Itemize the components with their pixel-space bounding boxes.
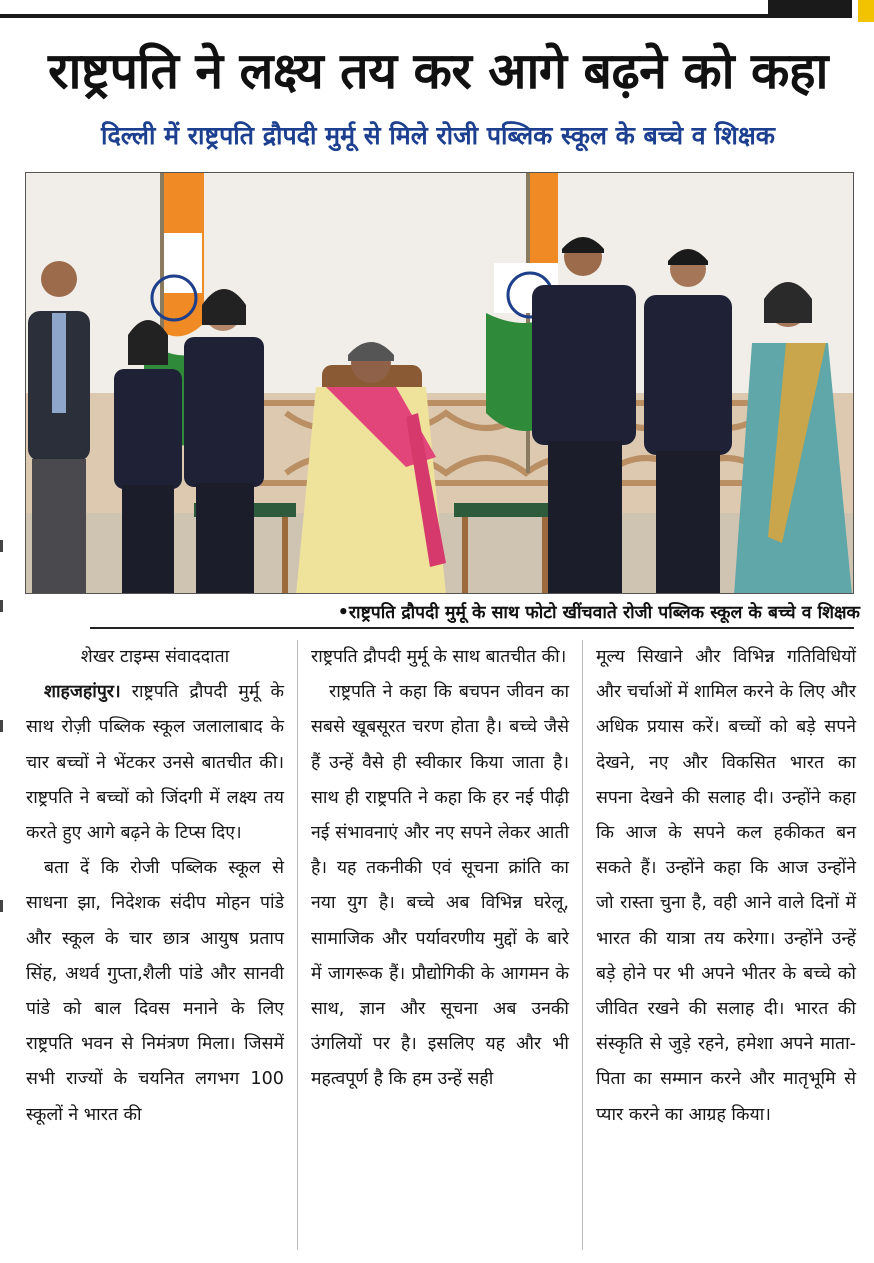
news-photo (25, 172, 854, 594)
article-paragraph (26, 675, 284, 851)
paragraph-text: राष्ट्रपति द्रौपदी मुर्मू के साथ रोज़ी पब्लिक स्कूल जलालाबाद के चार बच्चों ने भेंटकर उनसे बातचीत की। राष्ट्रपति ने बच्चों को जिंदगी में लक्ष्य तय करते हुए आगे बढ़ने के टिप्स दिए। (26, 682, 284, 844)
article-paragraph: राष्ट्रपति द्रौपदी मुर्मू के साथ बातचीत की। (311, 647, 567, 667)
article-paragraph: बता दें कि रोजी पब्लिक स्कूल से साधना झा, निदेशक संदीप मोहन पांडे और स्कूल के चार छात्र आयुष प्रताप सिंह, अथर्व गुप्ता,शैली पांडे और सानवी पांडे को बाल दिवस मनाने के लिए राष्ट्रपति भवन से निमंत्रण मिला। जिसमें सभी राज्यों के चयनित लगभग 100 स्कूलों ने भारत की (26, 858, 284, 1125)
subheadline: दिल्ली में राष्ट्रपति द्रौपदी मुर्मू से मिले रोजी पब्लिक स्कूल के बच्चे व शिक्षक (100, 121, 776, 150)
article-column-3 (596, 640, 856, 1133)
article-column-1 (26, 640, 284, 1133)
margin-mark (0, 720, 3, 732)
article-column-2 (311, 640, 569, 1098)
byline: शेखर टाइम्स संवाददाता (80, 647, 230, 667)
top-rule (0, 14, 780, 18)
masthead-corner-block (768, 0, 852, 18)
margin-mark (0, 900, 3, 912)
photo-caption: •राष्ट्रपति द्रौपदी मुर्मू के साथ फोटो खींचवाते रोजी पब्लिक स्कूल के बच्चे व शिक्षक (337, 603, 860, 623)
margin-mark (0, 600, 3, 612)
margin-mark (0, 540, 3, 552)
headline: राष्ट्रपति ने लक्ष्य तय कर आगे बढ़ने को कहा (48, 42, 828, 100)
article-paragraph: राष्ट्रपति ने कहा कि बचपन जीवन का सबसे खूबसूरत चरण होता है। बच्चे जैसे हैं उन्हें वैसे ही स्वीकार किया जाता है। साथ ही राष्ट्रपति ने कहा कि हर नई पीढ़ी नई संभावनाएं और नए सपने लेकर आती है। यह तकनीकी एवं सूचना क्रांति का नया युग है। बच्चे अब विभिन्न घरेलू, सामाजिक और पर्यावरणीय मुद्दों के बारे में जागरूक हैं। प्रौद्योगिकी के आगमन के साथ, ज्ञान और सूचना अब उनकी उंगलियों पर है। इसलिए यह और भी महत्वपूर्ण है कि हम उन्हें सही (311, 682, 569, 1090)
masthead-corner-tag (858, 0, 874, 22)
column-divider (582, 640, 583, 1250)
column-divider (297, 640, 298, 1250)
dateline: शाहजहांपुर। (44, 682, 121, 703)
article-paragraph: मूल्य सिखाने और विभिन्न गतिविधियों और चर्चाओं में शामिल करने के लिए और अधिक प्रयास करें। बच्चों को बड़े सपने देखने, नए और विकसित भारत का सपना देखने की सलाह दी। उन्होंने कहा कि आज के सपने कल हकीकत बन सकते हैं। उन्होंने कहा कि आज उन्होंने जो रास्ता चुना है, वही आने वाले दिनों में भारत की यात्रा तय करेगा। उन्होंने उन्हें बड़े होने पर भी अपने भीतर के बच्चे को जीवित रखने की सलाह दी। भारत की संस्कृति से जुड़े रहने, हमेशा अपने माता-पिता का सम्मान करने और मातृभूमि से प्यार करने का आग्रह किया। (596, 647, 856, 1125)
caption-rule (90, 627, 854, 629)
